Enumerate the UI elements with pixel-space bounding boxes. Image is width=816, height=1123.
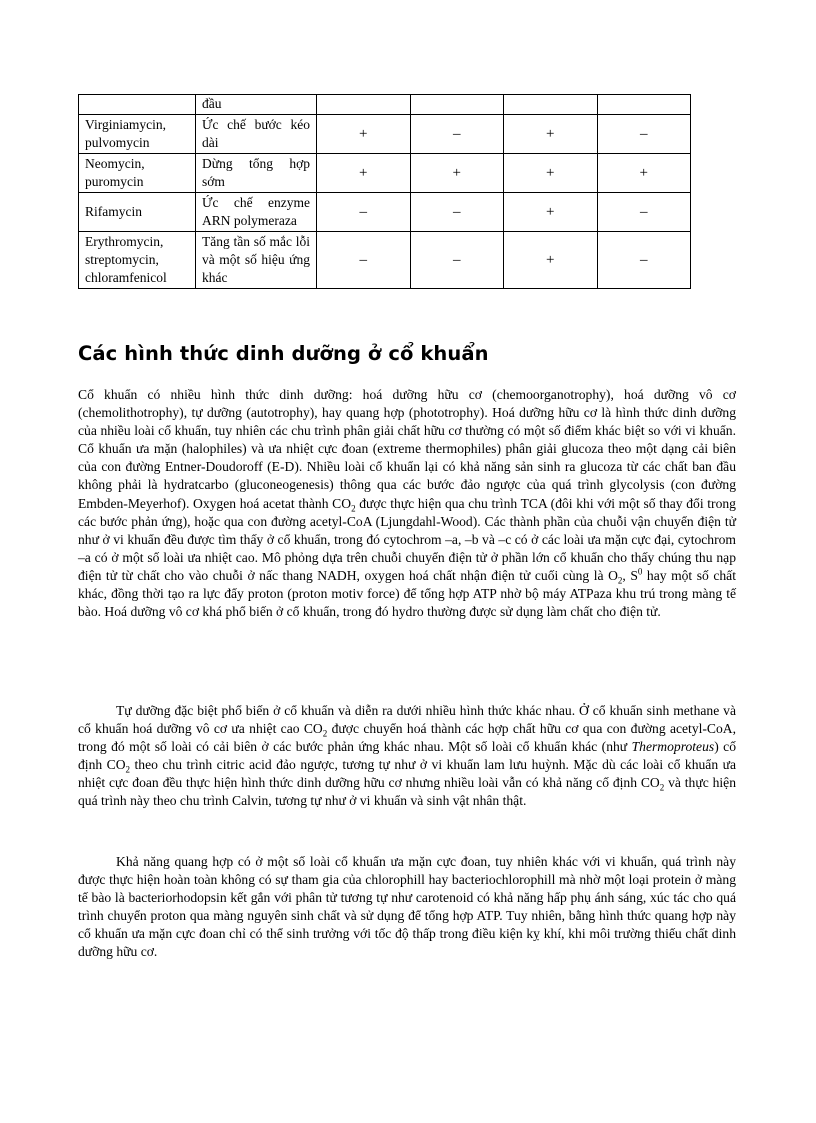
- result-cell: [317, 95, 411, 115]
- table-row: [79, 232, 691, 289]
- result-cell: +: [597, 154, 691, 193]
- result-cell: +: [504, 232, 598, 289]
- antibiotic-name-cell: Erythromycin, streptomycin, chloramfenicol: [79, 232, 196, 289]
- section-title: Các hình thức dinh dưỡng ở cổ khuẩn: [78, 342, 489, 365]
- result-cell: –: [317, 193, 411, 232]
- result-cell: –: [410, 115, 504, 154]
- result-cell: –: [410, 193, 504, 232]
- table-row: [79, 154, 691, 193]
- mechanism-cell: Ức chế bước kéo dài: [196, 115, 317, 154]
- result-cell: +: [317, 115, 411, 154]
- table-row: [79, 115, 691, 154]
- result-cell: [597, 95, 691, 115]
- result-cell: –: [597, 115, 691, 154]
- result-cell: +: [504, 193, 598, 232]
- result-cell: +: [317, 154, 411, 193]
- table-row: [79, 193, 691, 232]
- antibiotic-table: [78, 94, 691, 289]
- result-cell: +: [410, 154, 504, 193]
- result-cell: –: [410, 232, 504, 289]
- paragraph-nutrition-types: Cổ khuẩn có nhiều hình thức dinh dưỡng: hoá dưỡng hữu cơ (chemoorganotrophy), hoá dưỡng vô cơ (chemolithotrophy), tự dưỡng (autotrophy), hay quang hợp (phototrophy). Hoá dưỡng hữu cơ là hình thức dinh dưỡng của nhiều loài cổ khuẩn, tuy nhiên các chu trình phân giải chất hữu cơ thường có một số điểm khác biệt so với vi khuẩn. Cổ khuẩn ưa mặn (halophiles) và ưa nhiệt cực đoan (extreme thermophiles) phân giải glucoza theo một dạng cải biên của con đường Entner-Doudoroff (E-D). Nhiều loài cổ khuẩn lại có khả năng sản sinh ra glucoza từ các chất ban đầu không phải là hydratcarbo (gluconeogenesis) thông qua các bước đảo ngược của quá trình glycolysis (con đường Embden-Meyerhof). Oxygen hoá acetat thành $CO_2$ được thực hiện qua chu trình TCA (đôi khi với một số thay đổi trong các bước phản ứng), hoặc qua con đường acetyl-CoA (Ljungdahl-Wood). Các thành phần của chuỗi vận chuyển điện tử như ở vi khuẩn đều được tìm thấy ở cổ khuẩn, trong đó cytochrom –a, –b và –c có ở các loài ưa mặn cực đại, cytochrom –a có ở một số loài ưa nhiệt cao. Mô phỏng dựa trên chuỗi chuyển điện tử ở phần lớn cổ khuẩn cho thấy chúng thu nạp điện tử từ chất cho vào chuỗi ở nấc thang NADH, oxygen hoá chất nhận điện tử cuối cùng là $O_2$, $S^0$ hay một số chất khác, đồng thời tạo ra lực đẩy proton (proton motiv force) để tổng hợp ATP nhờ bộ máy ATPaza khu trú trong màng tế bào. Hoá dưỡng vô cơ khá phổ biến ở cổ khuẩn, trong đó hydro thường được sử dụng làm chất cho điện tử.: [78, 387, 736, 620]
- result-cell: +: [504, 115, 598, 154]
- paragraph-autotrophy: Tự dưỡng đặc biệt phổ biến ở cổ khuẩn và diễn ra dưới nhiều hình thức khác nhau. Ở cổ khuẩn sinh methane và cổ khuẩn hoá dưỡng vô cơ ưa nhiệt cao $CO_2$ được chuyển hoá thành các hợp chất hữu cơ qua con đường acetyl-CoA, trong đó một số loài có cải biên ở các bước phản ứng khác nhau. Một số loài cổ khuẩn khác (như Thermoproteus) cố định $CO_2$ theo chu trình citric acid đảo ngược, tương tự như ở vi khuẩn lam lưu huỳnh. Mặc dù các loài cổ khuẩn ưa nhiệt cực đoan đều thực hiện hình thức dinh dưỡng hữu cơ nhưng nhiều loài vẫn có khả năng cố định $CO_2$ và thực hiện quá trình này theo chu trình Calvin, tương tự như ở vi khuẩn và sinh vật nhân thật.: [78, 703, 737, 809]
- mechanism-cell: Tăng tần số mắc lỗi và một số hiệu ứng khác: [196, 232, 317, 289]
- mechanism-cell: đầu: [196, 95, 317, 115]
- result-cell: [410, 95, 504, 115]
- result-cell: +: [504, 154, 598, 193]
- antibiotic-name-cell: Neomycin, puromycin: [79, 154, 196, 193]
- result-cell: –: [317, 232, 411, 289]
- table-row: [79, 95, 691, 115]
- result-cell: [504, 95, 598, 115]
- result-cell: –: [597, 193, 691, 232]
- paragraph-photosynthesis: Khả năng quang hợp có ở một số loài cổ khuẩn ưa mặn cực đoan, tuy nhiên khác với vi khuẩn, quá trình này được thực hiện hoàn toàn không có sự tham gia của chlorophill hay bacteriochlorophill mà nhờ một loại protein ở màng tế bào là bacteriorhodopsin kết gắn với phân tử tương tự như carotenoid có khả năng hấp phụ ánh sáng, xúc tác cho quá trình chuyển proton qua màng nguyên sinh chất và sử dụng để tổng hợp ATP. Tuy nhiên, bằng hình thức quang hợp này cổ khuẩn ưa mặn cực đoan chỉ có thể sinh trưởng với tốc độ thấp trong điều kiện kỵ khí, khi môi trường thiếu chất dinh dưỡng hữu cơ.: [78, 854, 736, 960]
- mechanism-cell: Dừng tổng hợp sớm: [196, 154, 317, 193]
- antibiotic-name-cell: [79, 95, 196, 115]
- antibiotic-name-cell: Virginiamycin, pulvomycin: [79, 115, 196, 154]
- mechanism-cell: Ức chế enzyme ARN polymeraza: [196, 193, 317, 232]
- antibiotic-name-cell: Rifamycin: [79, 193, 196, 232]
- result-cell: –: [597, 232, 691, 289]
